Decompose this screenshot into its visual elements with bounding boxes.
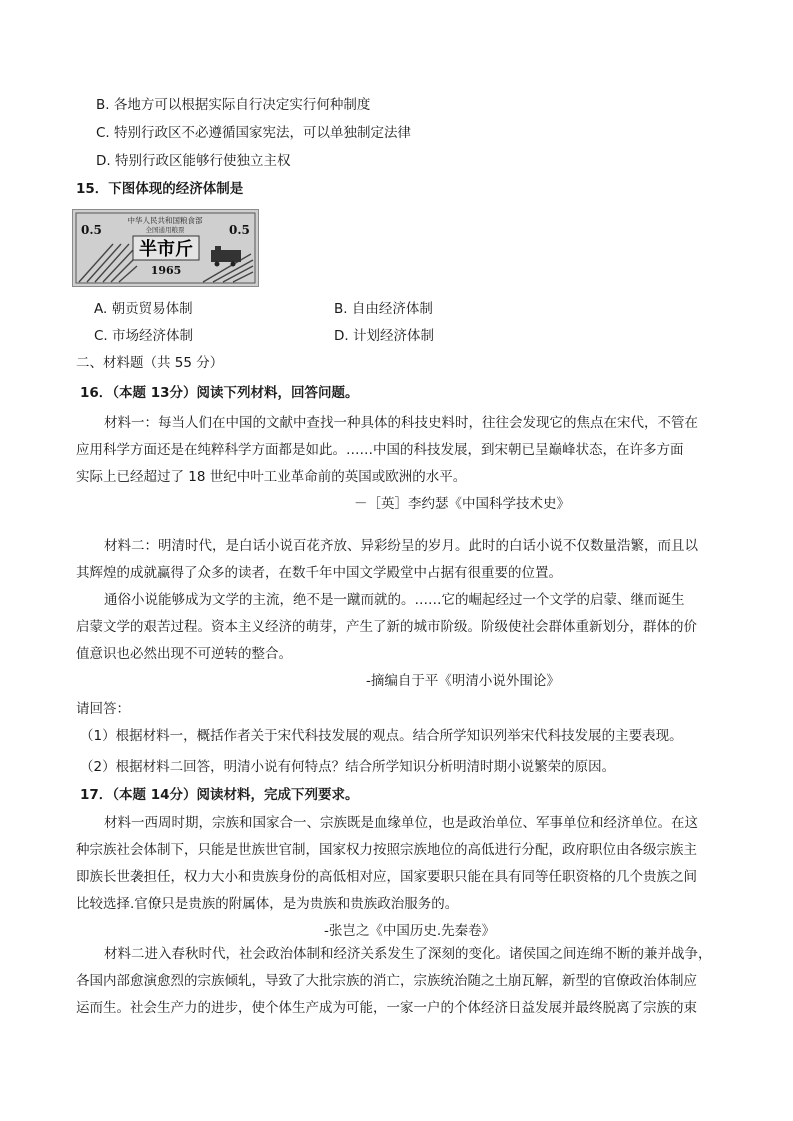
q16-material2-line2: 其辉煌的成就赢得了众多的读者，在数千年中国文学殿堂中占据有很重要的位置。 bbox=[76, 565, 562, 581]
q16-material2-line3: 通俗小说能够成为文学的主流，绝不是一蹴而就的。……它的崛起经过一个文学的启蒙、继而诞生 bbox=[104, 592, 685, 608]
q14-option-d: D. 特别行政区能够行使独立主权 bbox=[96, 153, 291, 169]
q17-material1-line1: 材料一西周时期，宗族和国家合一、宗族既是血缘单位，也是政治单位、军事单位和经济单位。在这 bbox=[104, 815, 698, 831]
ticket-amount: 半市斤 bbox=[139, 239, 193, 260]
q15-option-c: C. 市场经济体制 bbox=[94, 328, 194, 344]
q15-stem: 15．下图体现的经济体制是 bbox=[76, 181, 244, 197]
q17-material2-line3: 运而生。社会生产力的进步，使个体生产成为可能，一家一户的个体经济日益发展并最终脱离了宗族的束 bbox=[76, 1000, 697, 1016]
q16-material2-line4: 启蒙文学的艰苦过程。资本主义经济的萌芽，产生了新的城市阶级。阶级使社会群体重新划分，群体的价 bbox=[76, 619, 697, 635]
q16-ask-label: 请回答： bbox=[76, 701, 130, 717]
q16-material2-line1: 材料二：明清时代，是白话小说百花齐放、异彩纷呈的岁月。此时的白话小说不仅数量浩繁，而且以 bbox=[104, 538, 698, 554]
grain-ticket-image bbox=[72, 209, 259, 287]
q14-option-c: C. 特别行政区不必遵循国家宪法，可以单独制定法律 bbox=[96, 125, 412, 141]
q16-material2-line5: 值意识也必然出现不可逆转的整合。 bbox=[76, 646, 292, 662]
q16-ask-2: （2）根据材料二回答，明清小说有何特点？结合所学知识分析明清时期小说繁荣的原因。 bbox=[80, 759, 616, 775]
q15-option-a: A. 朝贡贸易体制 bbox=[94, 301, 193, 317]
q16-ask-1: （1）根据材料一，概括作者关于宋代科技发展的观点。结合所学知识列举宋代科技发展的主要表现。 bbox=[80, 728, 683, 744]
ticket-value-left: 0.5 bbox=[81, 223, 102, 237]
ticket-header-1: 中华人民共和国粮食部 bbox=[127, 216, 203, 225]
q17-material1-source: -张岂之《中国历史.先秦卷》 bbox=[324, 923, 496, 939]
q16-material1-source: －［英］李约瑟《中国科学技术史》 bbox=[354, 496, 570, 512]
q15-option-b: B. 自由经济体制 bbox=[334, 301, 433, 317]
ticket-header-2: 全国通用粮票 bbox=[145, 226, 185, 234]
q17-material1-line4: 比较选择.官僚只是贵族的附属体，是为贵族和贵族政治服务的。 bbox=[76, 896, 459, 912]
q16-stem: 16．（本题 13分）阅读下列材料，回答问题。 bbox=[80, 385, 359, 401]
grain-ticket-graphic bbox=[73, 210, 258, 286]
section-2-title: 二、材料题（共 55 分） bbox=[76, 355, 224, 371]
q17-stem: 17．（本题 14分）阅读材料，完成下列要求。 bbox=[80, 787, 359, 803]
q17-material1-line3: 即族长世袭担任，权力大小和贵族身份的高低相对应，国家要职只能在具有同等任职资格的几个贵族之间 bbox=[76, 869, 697, 885]
q16-material2-source: -摘编自于平《明清小说外围论》 bbox=[366, 673, 560, 689]
q14-option-b: B. 各地方可以根据实际自行决定实行何种制度 bbox=[96, 97, 371, 113]
q17-material2-line1: 材料二进入春秋时代，社会政治体制和经济关系发生了深刻的变化。诸侯国之间连绵不断的兼并战争， bbox=[104, 946, 712, 962]
q16-material1-line3: 实际上已经超过了 18 世纪中叶工业革命前的英国或欧洲的水平。 bbox=[76, 469, 467, 485]
q17-material1-line2: 种宗族社会体制下，只能是世族世官制，国家权力按照宗族地位的高低进行分配，政府职位由各级宗族主 bbox=[76, 842, 697, 858]
ticket-year: 1965 bbox=[150, 264, 182, 277]
q17-material2-line2: 各国内部愈演愈烈的宗族倾轧，导致了大批宗族的消亡，宗族统治随之土崩瓦解，新型的官僚政治体制应 bbox=[76, 973, 697, 989]
q16-material1-line1: 材料一：每当人们在中国的文献中查找一种具体的科技史料时，往往会发现它的焦点在宋代，不管在 bbox=[104, 415, 698, 431]
q16-material1-line2: 应用科学方面还是在纯粹科学方面都是如此。……中国的科技发展，到宋朝已呈巅峰状态，在许多方面 bbox=[76, 442, 684, 458]
ticket-value-right: 0.5 bbox=[229, 223, 250, 237]
q15-option-d: D. 计划经济体制 bbox=[334, 328, 434, 344]
